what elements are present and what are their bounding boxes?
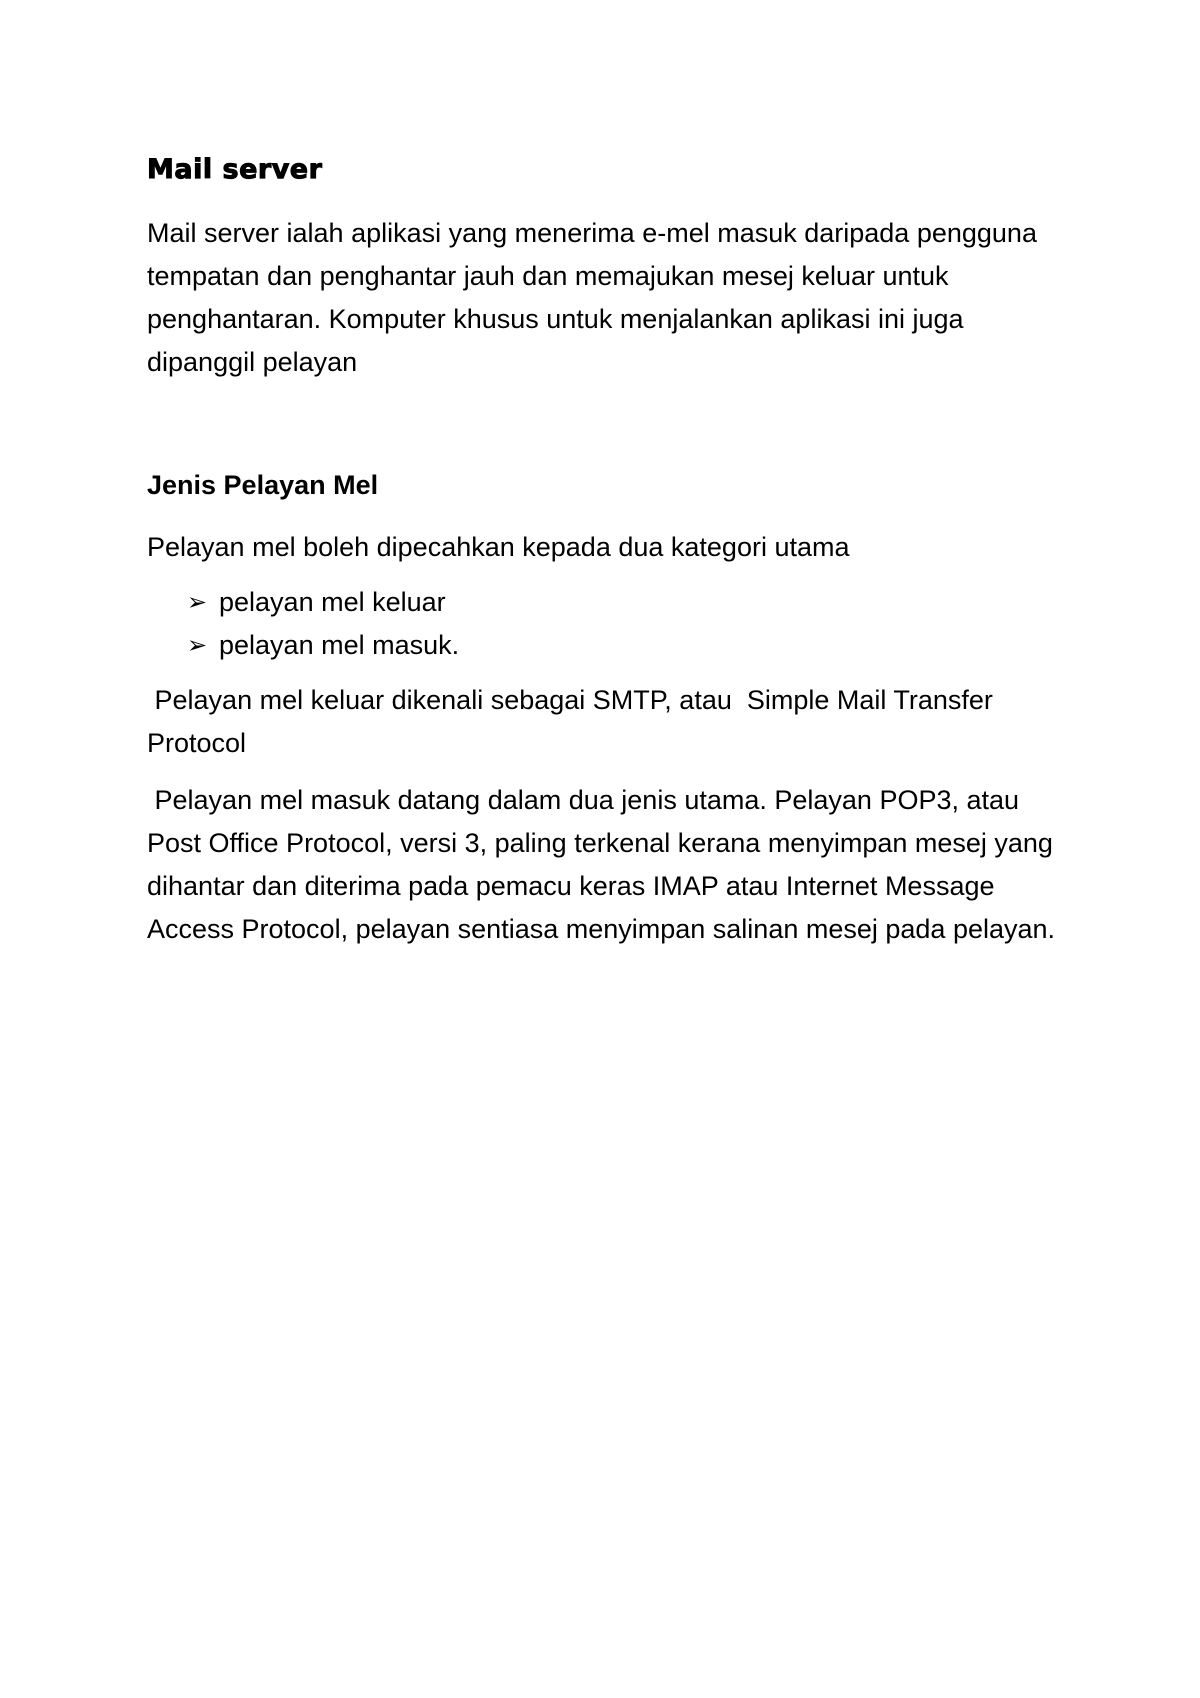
categories-paragraph: Pelayan mel boleh dipecahkan kepada dua kategori utama: [147, 532, 850, 562]
list-item-label: pelayan mel masuk.: [219, 630, 460, 660]
document-title: Mail server: [147, 154, 323, 185]
intro-paragraph: Mail server ialah aplikasi yang menerima e-mel masuk daripada pengguna tempatan dan penghantar jauh dan memajukan mesej keluar untuk penghantaran. Komputer khusus untuk menjalankan aplikasi ini juga dipanggil pelayan: [147, 218, 1037, 377]
section-heading: Jenis Pelayan Mel: [147, 470, 379, 500]
list-item: [187, 581, 1077, 624]
list-item: [187, 624, 1077, 667]
category-list: [147, 581, 1077, 667]
arrowhead-bullet-icon: ➢: [187, 588, 208, 616]
list-item-label: pelayan mel keluar: [219, 587, 446, 617]
smtp-paragraph: Pelayan mel keluar dikenali sebagai SMTP, atau Simple Mail Transfer Protocol: [147, 685, 1001, 758]
incoming-mail-paragraph: Pelayan mel masuk datang dalam dua jenis utama. Pelayan POP3, atau Post Office Protocol, versi 3, paling terkenal kerana menyimpan mesej yang dihantar dan diterima pada pemacu keras IMAP atau Internet Message Access Protocol, pelayan sentiasa menyimpan salinan mesej pada pelayan.: [147, 785, 1061, 944]
arrowhead-bullet-icon: ➢: [187, 631, 208, 659]
document-page: [147, 150, 1077, 951]
